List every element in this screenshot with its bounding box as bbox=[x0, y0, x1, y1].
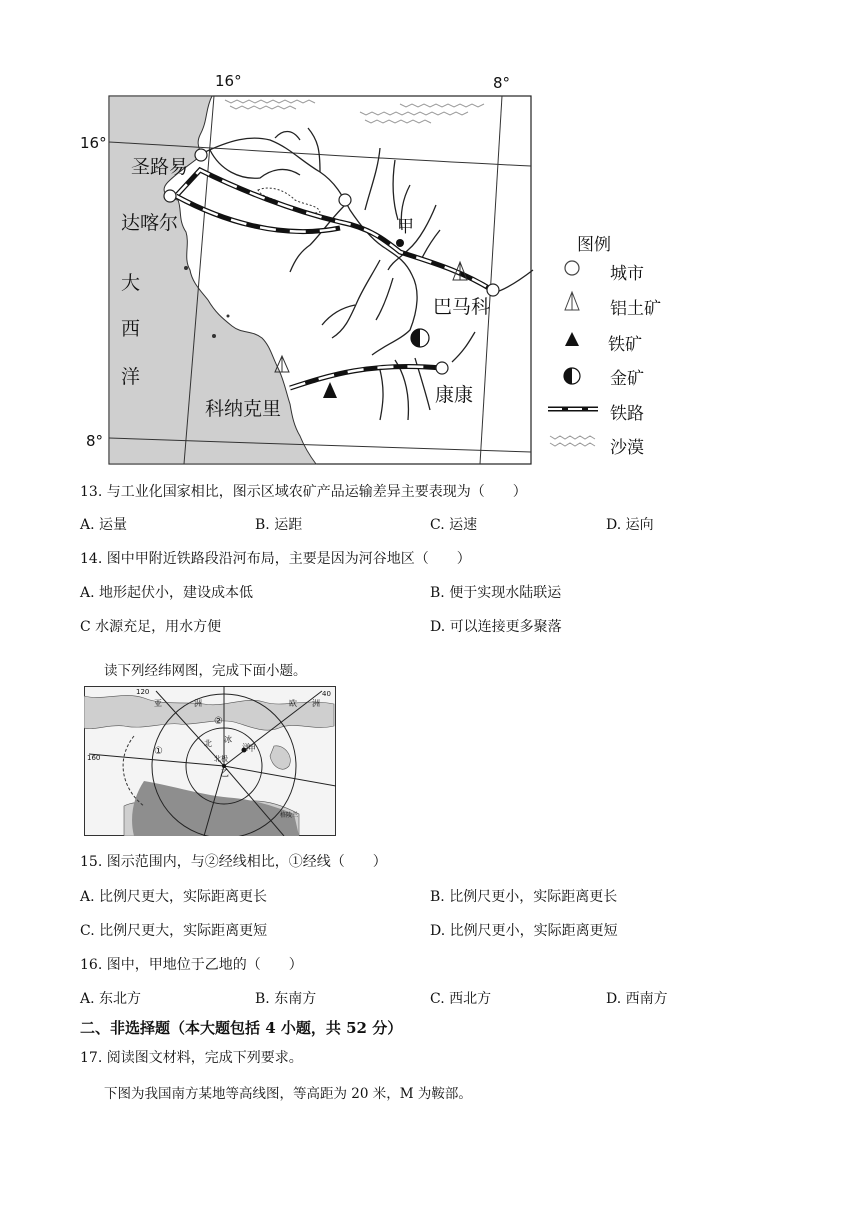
question-13-option-d[interactable]: D. 运向 bbox=[606, 517, 654, 533]
legend-label-desert: 沙漠 bbox=[610, 438, 644, 458]
point-jia bbox=[396, 239, 404, 247]
map2-label-yi: 乙 bbox=[220, 769, 230, 779]
lon-label-8: 8° bbox=[493, 74, 511, 92]
legend-gold-icon bbox=[564, 368, 580, 384]
question-14-stem: 14. 图中甲附近铁路段沿河布局，主要是因为河谷地区（ ） bbox=[80, 551, 471, 567]
label-atlantic-2: 西 bbox=[121, 318, 141, 340]
map2-label-ice: 冰 bbox=[224, 735, 232, 744]
question-16-option-a[interactable]: A. 东北方 bbox=[80, 991, 142, 1007]
city-kankan bbox=[436, 362, 448, 374]
map2-label-north-pole: 北极 bbox=[214, 755, 228, 763]
polar-graticule-map bbox=[84, 686, 336, 836]
question-15-option-d[interactable]: D. 比例尺更小，实际距离更短 bbox=[430, 923, 618, 939]
question-14-option-b[interactable]: B. 便于实现水陆联运 bbox=[430, 585, 562, 601]
legend-bauxite-icon bbox=[565, 292, 579, 310]
question-15-option-a[interactable]: A. 比例尺更大，实际距离更长 bbox=[80, 889, 268, 905]
question-13-stem: 13. 与工业化国家相比，图示区域农矿产品运输差异主要表现为（ ） bbox=[80, 484, 527, 500]
question-15-option-c[interactable]: C. 比例尺更大，实际距离更短 bbox=[80, 923, 268, 939]
question-13-option-a[interactable]: A. 运量 bbox=[80, 517, 128, 533]
gold-ore-icon bbox=[411, 329, 429, 347]
legend-label-city: 城市 bbox=[610, 264, 644, 284]
lat-label-8: 8° bbox=[86, 432, 104, 450]
west-africa-map bbox=[0, 0, 860, 470]
map2-lon-160: 160 bbox=[87, 754, 101, 762]
city-unnamed bbox=[339, 194, 351, 206]
polar-graticule-map-svg bbox=[84, 686, 336, 836]
island bbox=[184, 266, 188, 270]
legend-label-gold: 金矿 bbox=[610, 369, 644, 389]
map2-label-zhou2: 洲 bbox=[312, 699, 320, 708]
question-14-option-d[interactable]: D. 可以连接更多聚落 bbox=[430, 619, 562, 635]
legend-title: 图例 bbox=[577, 235, 611, 255]
question-13-option-c[interactable]: C. 运速 bbox=[430, 517, 478, 533]
map2-label-greenland: 格陵兰 bbox=[280, 812, 299, 819]
question-16-option-d[interactable]: D. 西南方 bbox=[606, 991, 668, 1007]
city-dakar bbox=[164, 190, 176, 202]
label-kankan: 康康 bbox=[435, 384, 474, 406]
question-16-option-b[interactable]: B. 东南方 bbox=[255, 991, 317, 1007]
question-15-option-b[interactable]: B. 比例尺更小，实际距离更长 bbox=[430, 889, 618, 905]
lon-label-16: 16° bbox=[215, 72, 242, 90]
map2-label-jia: 甲 bbox=[248, 744, 256, 753]
question-13-option-b[interactable]: B. 运距 bbox=[255, 517, 303, 533]
west-africa-map-svg bbox=[0, 0, 860, 470]
reading-instruction: 读下列经纬网图，完成下面小题。 bbox=[104, 663, 307, 679]
map2-label-two: ② bbox=[214, 716, 223, 727]
question-17-stem: 17. 阅读图文材料，完成下列要求。 bbox=[80, 1050, 303, 1066]
map2-label-ya: 亚 bbox=[154, 699, 162, 708]
legend-iron-icon bbox=[565, 332, 579, 346]
question-14-option-c[interactable]: C 水源充足，用水方便 bbox=[80, 619, 222, 635]
label-atlantic-3: 洋 bbox=[121, 366, 141, 388]
legend-label-bauxite: 铝土矿 bbox=[610, 299, 661, 319]
lat-label-16: 16° bbox=[80, 134, 107, 152]
question-14-option-a[interactable]: A. 地形起伏小，建设成本低 bbox=[80, 585, 254, 601]
map2-lon-40: 40 bbox=[322, 690, 331, 698]
map2-label-ocean: 洋 bbox=[242, 743, 250, 752]
city-saint-louis bbox=[195, 149, 207, 161]
question-17-material: 下图为我国南方某地等高线图，等高距为 20 米，M 为鞍部。 bbox=[104, 1086, 472, 1102]
label-jia: 甲 bbox=[397, 217, 414, 237]
island bbox=[227, 315, 230, 318]
legend-label-railway: 铁路 bbox=[610, 404, 644, 424]
map2-label-ou: 欧 bbox=[289, 699, 297, 708]
map2-label-zhou: 洲 bbox=[194, 699, 202, 708]
legend-desert-icon bbox=[550, 436, 595, 446]
legend-label-iron: 铁矿 bbox=[608, 335, 642, 355]
section-2-heading: 二、非选择题（本大题包括 4 小题，共 52 分） bbox=[80, 1019, 403, 1037]
label-conakry: 科纳克里 bbox=[205, 398, 282, 420]
legend-city-icon bbox=[565, 261, 579, 275]
question-16-option-c[interactable]: C. 西北方 bbox=[430, 991, 492, 1007]
label-saint-louis: 圣路易 bbox=[131, 156, 189, 178]
map2-lon-120: 120 bbox=[136, 688, 150, 696]
question-16-stem: 16. 图中，甲地位于乙地的（ ） bbox=[80, 957, 303, 973]
label-atlantic-1: 大 bbox=[121, 272, 141, 294]
map2-label-one: ① bbox=[154, 746, 163, 757]
map2-label-north: 北 bbox=[204, 739, 212, 748]
question-15-stem: 15. 图示范围内，与②经线相比，①经线（ ） bbox=[80, 854, 387, 870]
label-dakar: 达喀尔 bbox=[121, 212, 179, 234]
label-bamako: 巴马科 bbox=[433, 296, 491, 318]
island bbox=[212, 334, 216, 338]
